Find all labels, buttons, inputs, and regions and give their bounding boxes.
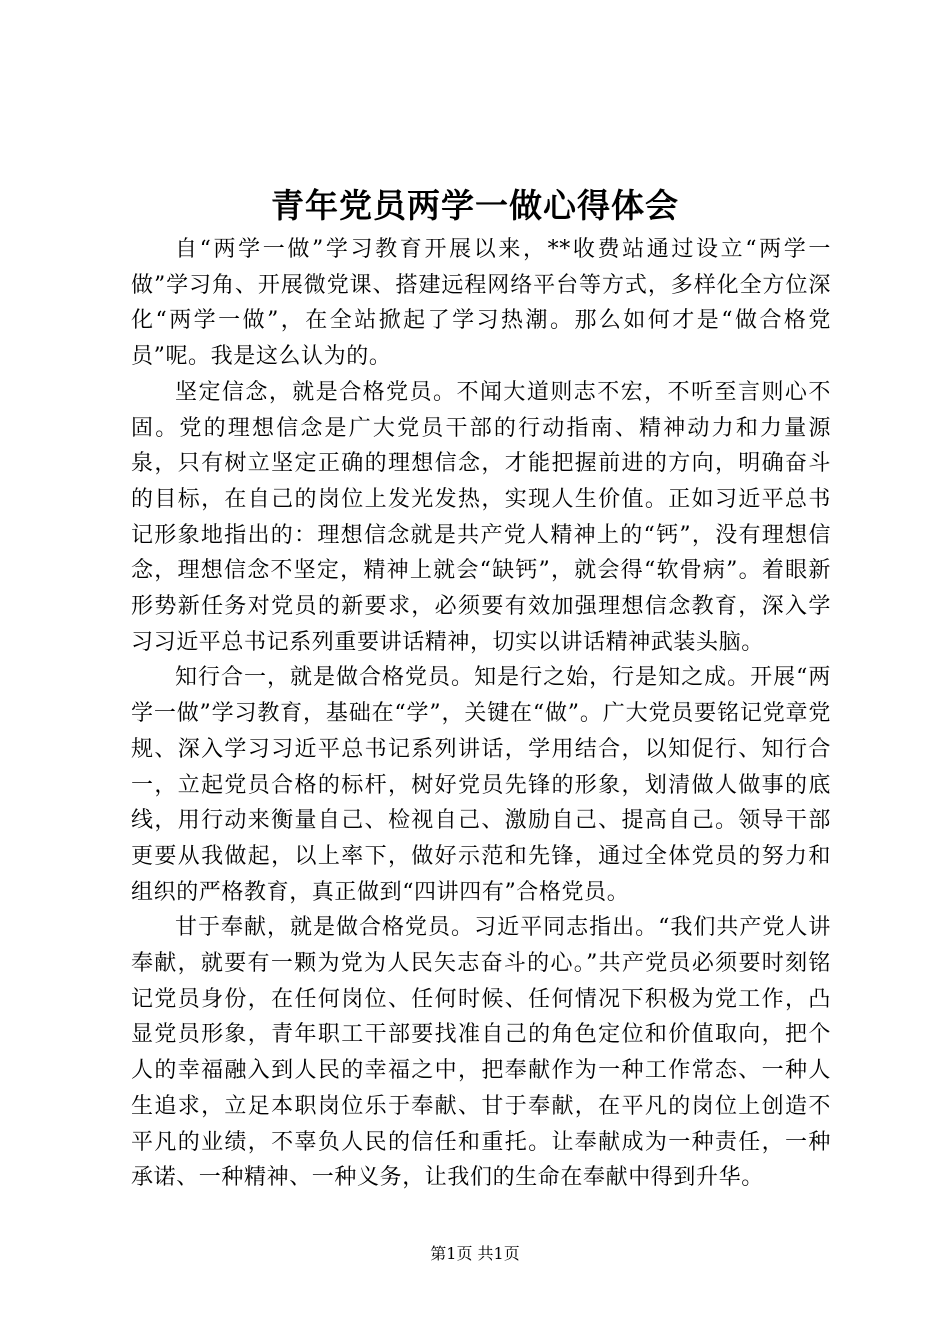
document-body	[131, 232, 831, 1196]
paragraph-intro: 自“两学一做”学习教育开展以来，**收费站通过设立“两学一做”学习角、开展微党课、搭建远程网络平台等方式，多样化全方位深化“两学一做”，在全站掀起了学习热潮。那么如何才是“做合格党员”呢。我是这么认为的。	[131, 237, 831, 370]
page-number-footer: 第1页 共1页	[430, 1244, 520, 1263]
paragraph-dedication: 甘于奉献，就是做合格党员。习近平同志指出。“我们共产党人讲奉献，就要有一颗为党为人民矢志奋斗的心。”共产党员必须要时刻铭记党员身份，在任何岗位、任何时候、任何情况下积极为党工作，凸显党员形象，青年职工干部要找准自己的角色定位和价值取向，把个人的幸福融入到人民的幸福之中，把奉献作为一种工作常态、一种人生追求，立足本职岗位乐于奉献、甘于奉献，在平凡的岗位上创造不平凡的业绩，不辜负人民的信任和重托。让奉献成为一种责任，一种承诺、一种精神、一种义务，让我们的生命在奉献中得到升华。	[131, 915, 831, 1191]
paragraph-firm-belief: 坚定信念，就是合格党员。不闻大道则志不宏，不听至言则心不固。党的理想信念是广大党员干部的行动指南、精神动力和力量源泉，只有树立坚定正确的理想信念，才能把握前进的方向，明确奋斗的目标，在自己的岗位上发光发热，实现人生价值。正如习近平总书记形象地指出的：理想信念就是共产党人精神上的“钙”，没有理想信念，理想信念不坚定，精神上就会“缺钙”，就会得“软骨病”。着眼新形势新任务对党员的新要求，必须要有效加强理想信念教育，深入学习习近平总书记系列重要讲话精神，切实以讲话精神武装头脑。	[131, 379, 831, 655]
paragraph-unity-knowledge-action: 知行合一，就是做合格党员。知是行之始，行是知之成。开展“两学一做”学习教育，基础在“学”，关键在“做”。广大党员要铭记党章党规、深入学习习近平总书记系列讲话，学用结合，以知促行、知行合一，立起党员合格的标杆，树好党员先锋的形象，划清做人做事的底线，用行动来衡量自己、检视自己、激励自己、提高自己。领导干部更要从我做起，以上率下，做好示范和先锋，通过全体党员的努力和组织的严格教育，真正做到“四讲四有”合格党员。	[131, 665, 831, 905]
document-title: 青年党员两学一做心得体会	[271, 186, 679, 225]
